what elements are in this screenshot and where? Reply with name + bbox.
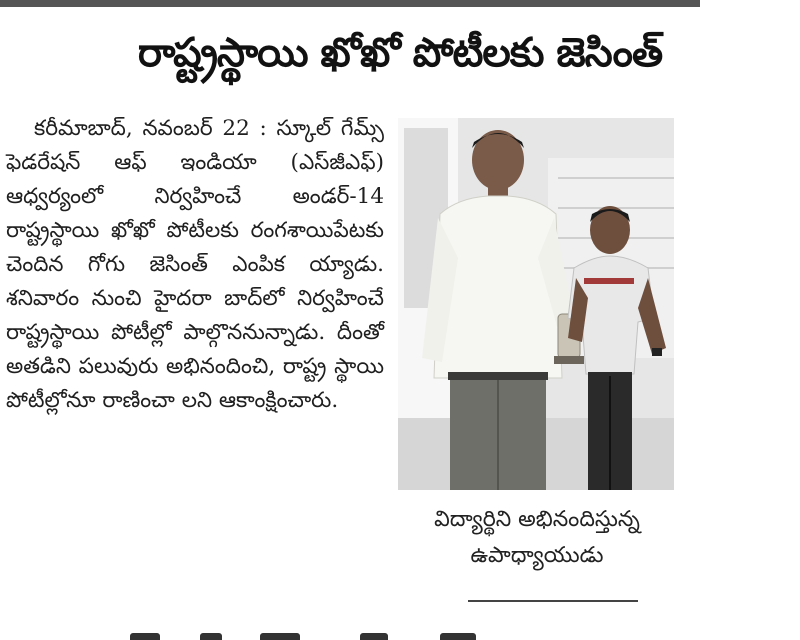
- caption-line-2: ఉపాధ్యాయుడు: [470, 543, 604, 568]
- news-photo: [398, 118, 674, 490]
- top-rule: [0, 0, 700, 7]
- caption-rule: [468, 600, 638, 602]
- photo-caption: [392, 502, 682, 574]
- article-body: [6, 112, 384, 418]
- caption-line-1: విద్యార్థిని అభినందిస్తున్న: [434, 507, 640, 532]
- headline: రాష్ట్రస్థాయి ఖోఖో పోటీలకు జెసింత్: [137, 30, 663, 76]
- next-headline-fragment: [110, 628, 550, 640]
- photo-illustration: [398, 118, 674, 490]
- article-paragraph: కరీమాబాద్, నవంబర్ 22 : స్కూల్ గేమ్స్ ఫెడరేషన్ ఆఫ్ ఇండియా (ఎస్‌జీఎఫ్) ఆధ్వర్యంలో నిర్వహించే అండర్-14 రాష్ట్రస్థాయి ఖోఖో పోటీలకు రంగశాయిపేటకు చెందిన గోగు జెసింత్ ఎంపిక య్యాడు. శనివారం నుంచి హైదరా బాద్‌లో నిర్వహించే రాష్ట్రస్థాయి పోటీల్లో పాల్గొననున్నాడు. దీంతో అతడిని పలువురు అభినందించి, రాష్ట్ర స్థాయి పోటీల్లోనూ రాణించా లని ఆకాంక్షించారు.: [6, 116, 384, 413]
